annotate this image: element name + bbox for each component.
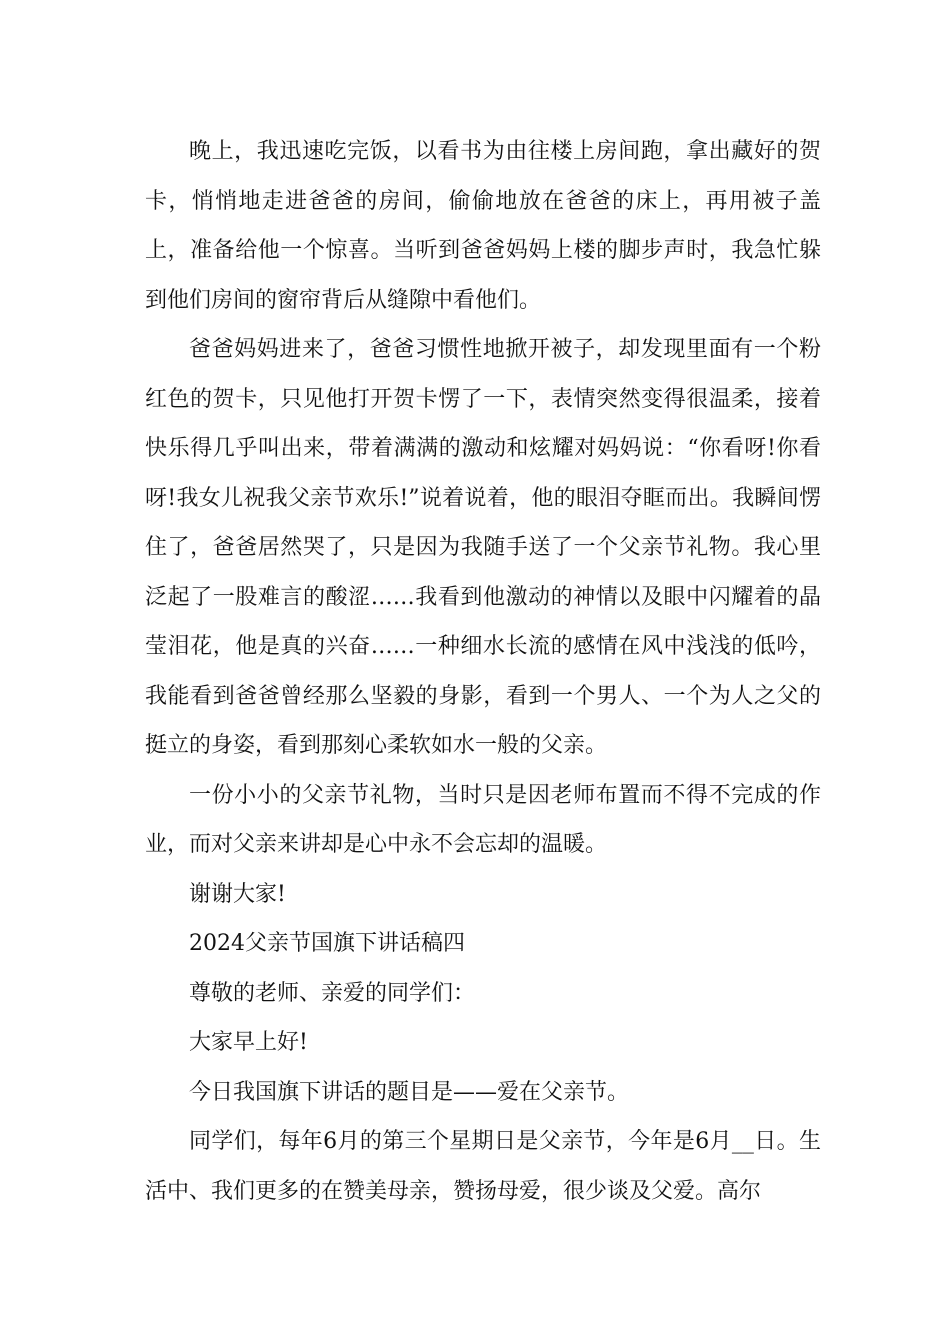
paragraph-speech-topic: 今日我国旗下讲话的题目是——爱在父亲节。: [189, 1079, 630, 1105]
paragraph-fathers-day-date: 同学们，每年6月的第三个星期日是父亲节，今年是6月__日。生活中、我们更多的在赞美母亲，赞扬母爱，很少谈及父爱。高尔: [145, 1129, 821, 1204]
document-body: [145, 127, 821, 1216]
paragraph-greeting: 大家早上好!: [189, 1030, 308, 1055]
section-heading: 2024父亲节国旗下讲话稿四: [189, 931, 465, 956]
paragraph-gift-meaning: 一份小小的父亲节礼物，当时只是因老师布置而不得不完成的作业，而对父亲来讲却是心中永不会忘却的温暖。: [145, 782, 821, 857]
paragraph-salutation: 尊敬的老师、亲爱的同学们：: [189, 980, 476, 1006]
paragraph-surprise-card: 晚上，我迅速吃完饭，以看书为由往楼上房间跑，拿出藏好的贺卡，悄悄地走进爸爸的房间，偷偷地放在爸爸的床上，再用被子盖上，准备给他一个惊喜。当听到爸爸妈妈上楼的脚步声时，我急忙躲到他们房间的窗帘背后从缝隙中看他们。: [145, 139, 821, 313]
paragraph-thanks: 谢谢大家!: [189, 881, 286, 907]
paragraph-father-reaction: 爸爸妈妈进来了，爸爸习惯性地掀开被子，却发现里面有一个粉红色的贺卡，只见他打开贺卡愣了一下，表情突然变得很温柔，接着快乐得几乎叫出来，带着满满的激动和炫耀对妈妈说：“你看呀!你看呀!我女儿祝我父亲节欢乐!”说着说着，他的眼泪夺眶而出。我瞬间愣住了，爸爸居然哭了，只是因为我随手送了一个父亲节礼物。我心里泛起了一股难言的酸涩……我看到他激动的神情以及眼中闪耀着的晶莹泪花，他是真的兴奋……一种细水长流的感情在风中浅浅的低吟，我能看到爸爸曾经那么坚毅的身影，看到一个男人、一个为人之父的挺立的身姿，看到那刻心柔软如水一般的父亲。: [145, 337, 821, 758]
